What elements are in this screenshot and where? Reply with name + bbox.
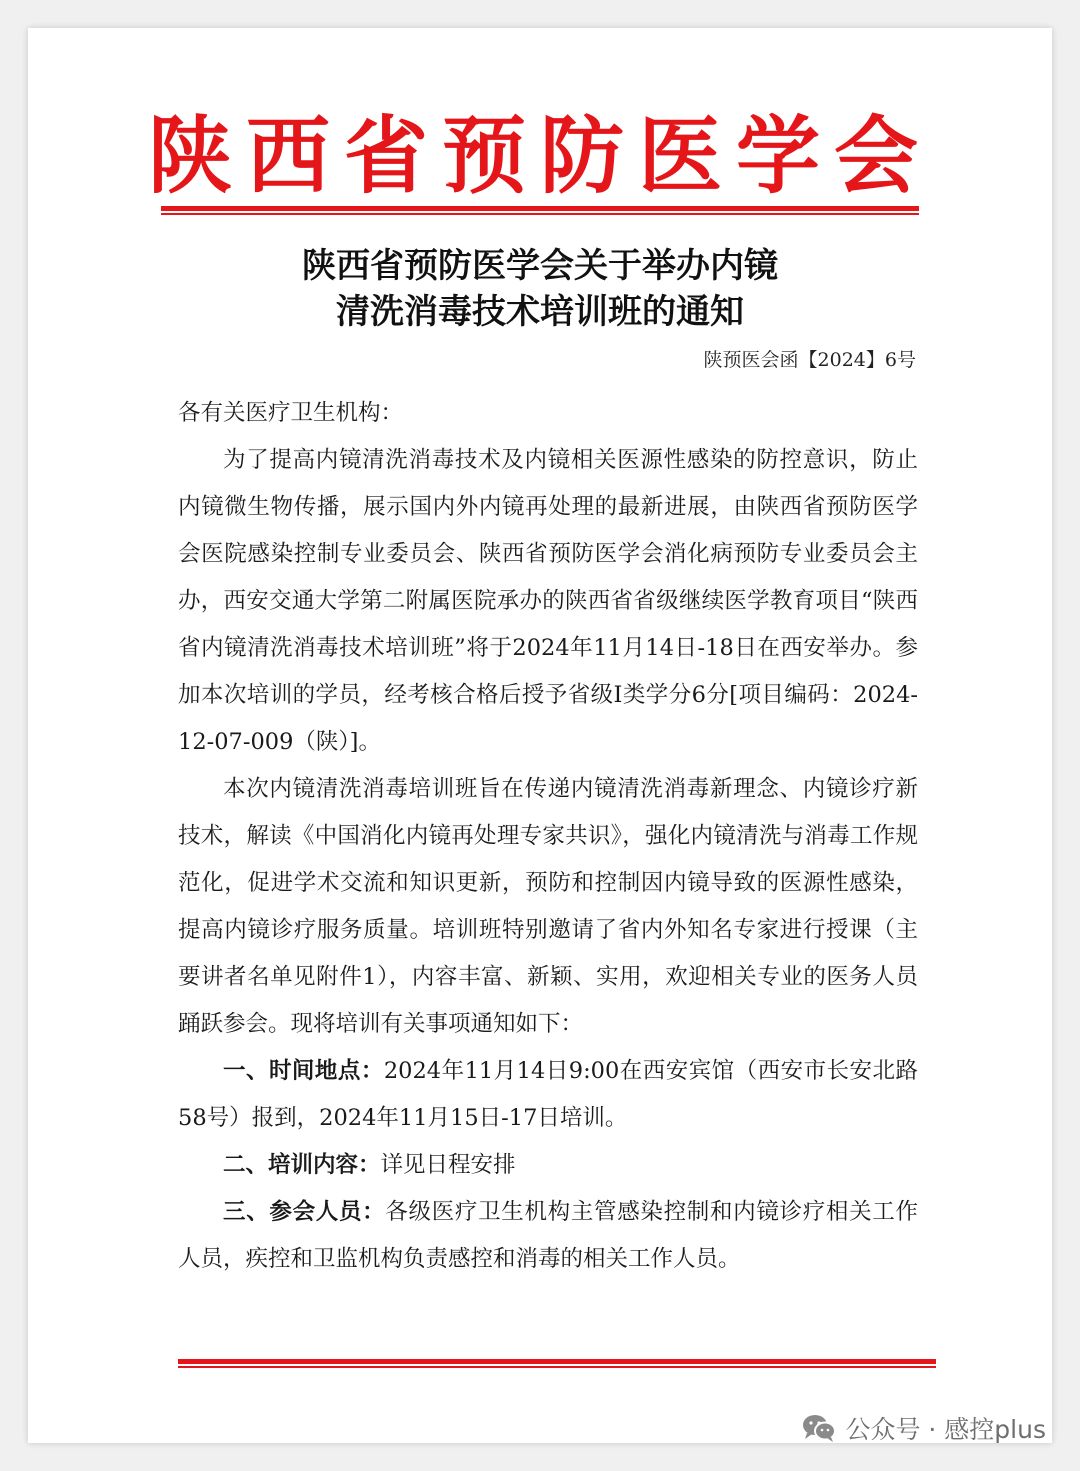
rule-thick-line — [161, 206, 919, 211]
letterhead-red-rule — [161, 206, 919, 215]
item-label: 一、时间地点： — [223, 1058, 384, 1084]
item-text: 2024年11月14日9:00在西安宾馆（西安市长安北路58号）报到，2024年11月15日-17日培训。 — [178, 1058, 918, 1131]
paragraph-2: 本次内镜清洗消毒培训班旨在传递内镜清洗消毒新理念、内镜诊疗新技术，解读《中国消化内镜再处理专家共识》，强化内镜清洗与消毒工作规范化，促进学术交流和知识更新，预防和控制因内镜导致的医源性感染，提高内镜诊疗服务质量。培训班特别邀请了省内外知名专家进行授课（主要讲者名单见附件1），内容丰富、新颖、实用，欢迎相关专业的医务人员踊跃参会。现将培训有关事项通知如下： — [178, 776, 918, 1037]
item-time-place — [178, 1048, 918, 1142]
wechat-icon — [801, 1413, 837, 1443]
title-line-1: 陕西省预防医学会关于举办内镜 — [302, 246, 778, 286]
item-text: 详见日程安排 — [380, 1152, 516, 1178]
salutation: 各有关医疗卫生机构： — [178, 400, 404, 426]
rule-thin-line — [178, 1366, 936, 1368]
item-label: 二、培训内容： — [223, 1152, 381, 1178]
item-label: 三、参会人员： — [223, 1199, 386, 1225]
footer-red-rule — [178, 1359, 936, 1368]
rule-thin-line — [161, 213, 919, 215]
item-participants — [178, 1189, 918, 1283]
rule-thick-line — [178, 1359, 936, 1364]
wechat-watermark — [801, 1408, 1046, 1448]
watermark-text: 公众号 · 感控plus — [845, 1415, 1046, 1444]
item-text: 各级医疗卫生机构主管感染控制和内镜诊疗相关工作人员，疾控和卫监机构负责感控和消毒的相关工作人员。 — [178, 1199, 918, 1272]
document-body — [178, 390, 918, 1283]
document-page — [28, 28, 1052, 1443]
letterhead-org-name: 陕西省预防医学会 — [147, 106, 932, 205]
item-training-content — [178, 1142, 918, 1189]
document-number: 陕预医会函【2024】6号 — [703, 349, 916, 371]
title-line-2: 清洗消毒技术培训班的通知 — [336, 292, 744, 332]
document-title — [28, 243, 1052, 335]
paragraph-1: 为了提高内镜清洗消毒技术及内镜相关医源性感染的防控意识，防止内镜微生物传播，展示国内外内镜再处理的最新进展，由陕西省预防医学会医院感染控制专业委员会、陕西省预防医学会消化病预防专业委员会主办，西安交通大学第二附属医院承办的陕西省省级继续医学教育项目“陕西省内镜清洗消毒技术培训班”将于2024年11月14日-18日在西安举办。参加本次培训的学员，经考核合格后授予省级Ⅰ类学分6分[项目编码：2024-12-07-009（陕）]。 — [178, 447, 918, 755]
